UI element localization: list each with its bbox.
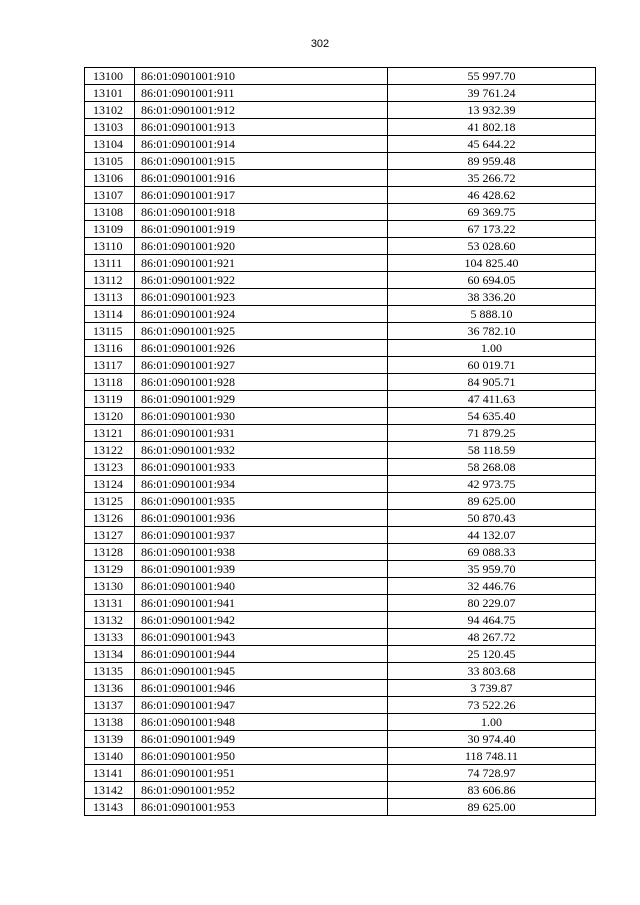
table-row: [85, 85, 596, 102]
cadastral-number-cell: 86:01:0901001:933: [135, 459, 388, 476]
table-row: [85, 612, 596, 629]
cadastral-number-cell: 86:01:0901001:934: [135, 476, 388, 493]
value-cell: 46 428.62: [388, 187, 596, 204]
cadastral-number-cell: 86:01:0901001:928: [135, 374, 388, 391]
value-cell: 84 905.71: [388, 374, 596, 391]
cadastral-number-cell: 86:01:0901001:940: [135, 578, 388, 595]
table-row: [85, 595, 596, 612]
value-cell: 71 879.25: [388, 425, 596, 442]
cadastral-number-cell: 86:01:0901001:927: [135, 357, 388, 374]
value-cell: 69 369.75: [388, 204, 596, 221]
row-number-cell: 13127: [85, 527, 135, 544]
table-row: [85, 442, 596, 459]
value-cell: 13 932.39: [388, 102, 596, 119]
value-cell: 74 728.97: [388, 765, 596, 782]
value-cell: 55 997.70: [388, 68, 596, 85]
table-row: [85, 323, 596, 340]
table-row: [85, 731, 596, 748]
value-cell: 67 173.22: [388, 221, 596, 238]
value-cell: 58 268.08: [388, 459, 596, 476]
table-row: [85, 476, 596, 493]
cadastral-number-cell: 86:01:0901001:938: [135, 544, 388, 561]
cadastral-number-cell: 86:01:0901001:951: [135, 765, 388, 782]
row-number-cell: 13141: [85, 765, 135, 782]
row-number-cell: 13109: [85, 221, 135, 238]
row-number-cell: 13103: [85, 119, 135, 136]
cadastral-number-cell: 86:01:0901001:930: [135, 408, 388, 425]
cadastral-number-cell: 86:01:0901001:910: [135, 68, 388, 85]
table-row: [85, 255, 596, 272]
row-number-cell: 13130: [85, 578, 135, 595]
row-number-cell: 13142: [85, 782, 135, 799]
value-cell: 104 825.40: [388, 255, 596, 272]
cadastral-number-cell: 86:01:0901001:947: [135, 697, 388, 714]
cadastral-number-cell: 86:01:0901001:941: [135, 595, 388, 612]
row-number-cell: 13120: [85, 408, 135, 425]
row-number-cell: 13133: [85, 629, 135, 646]
table-row: [85, 629, 596, 646]
row-number-cell: 13100: [85, 68, 135, 85]
value-cell: 48 267.72: [388, 629, 596, 646]
table-row: [85, 153, 596, 170]
table-row: [85, 68, 596, 85]
cadastral-number-cell: 86:01:0901001:923: [135, 289, 388, 306]
row-number-cell: 13115: [85, 323, 135, 340]
value-cell: 42 973.75: [388, 476, 596, 493]
value-cell: 54 635.40: [388, 408, 596, 425]
row-number-cell: 13105: [85, 153, 135, 170]
table-row: [85, 408, 596, 425]
parcel-table: [84, 67, 596, 816]
cadastral-number-cell: 86:01:0901001:919: [135, 221, 388, 238]
cadastral-number-cell: 86:01:0901001:943: [135, 629, 388, 646]
value-cell: 118 748.11: [388, 748, 596, 765]
table-row: [85, 646, 596, 663]
row-number-cell: 13112: [85, 272, 135, 289]
table-row: [85, 527, 596, 544]
value-cell: 80 229.07: [388, 595, 596, 612]
row-number-cell: 13106: [85, 170, 135, 187]
cadastral-number-cell: 86:01:0901001:942: [135, 612, 388, 629]
table-row: [85, 561, 596, 578]
row-number-cell: 13118: [85, 374, 135, 391]
cadastral-number-cell: 86:01:0901001:939: [135, 561, 388, 578]
value-cell: 50 870.43: [388, 510, 596, 527]
row-number-cell: 13134: [85, 646, 135, 663]
value-cell: 33 803.68: [388, 663, 596, 680]
row-number-cell: 13138: [85, 714, 135, 731]
table-row: [85, 663, 596, 680]
row-number-cell: 13102: [85, 102, 135, 119]
row-number-cell: 13131: [85, 595, 135, 612]
table-row: [85, 170, 596, 187]
table-row: [85, 510, 596, 527]
cadastral-number-cell: 86:01:0901001:949: [135, 731, 388, 748]
row-number-cell: 13123: [85, 459, 135, 476]
table-row: [85, 340, 596, 357]
row-number-cell: 13104: [85, 136, 135, 153]
value-cell: 89 625.00: [388, 799, 596, 816]
value-cell: 35 266.72: [388, 170, 596, 187]
cadastral-number-cell: 86:01:0901001:924: [135, 306, 388, 323]
cadastral-number-cell: 86:01:0901001:911: [135, 85, 388, 102]
table-row: [85, 272, 596, 289]
table-row: [85, 374, 596, 391]
cadastral-number-cell: 86:01:0901001:917: [135, 187, 388, 204]
value-cell: 41 802.18: [388, 119, 596, 136]
value-cell: 83 606.86: [388, 782, 596, 799]
value-cell: 45 644.22: [388, 136, 596, 153]
value-cell: 53 028.60: [388, 238, 596, 255]
table-row: [85, 493, 596, 510]
row-number-cell: 13111: [85, 255, 135, 272]
cadastral-number-cell: 86:01:0901001:918: [135, 204, 388, 221]
value-cell: 69 088.33: [388, 544, 596, 561]
value-cell: 36 782.10: [388, 323, 596, 340]
cadastral-number-cell: 86:01:0901001:921: [135, 255, 388, 272]
row-number-cell: 13119: [85, 391, 135, 408]
cadastral-number-cell: 86:01:0901001:929: [135, 391, 388, 408]
cadastral-number-cell: 86:01:0901001:948: [135, 714, 388, 731]
row-number-cell: 13101: [85, 85, 135, 102]
table-row: [85, 578, 596, 595]
table-row: [85, 544, 596, 561]
table-row: [85, 782, 596, 799]
cadastral-number-cell: 86:01:0901001:925: [135, 323, 388, 340]
row-number-cell: 13132: [85, 612, 135, 629]
value-cell: 1.00: [388, 340, 596, 357]
table-row: [85, 187, 596, 204]
table-row: [85, 102, 596, 119]
cadastral-number-cell: 86:01:0901001:953: [135, 799, 388, 816]
value-cell: 44 132.07: [388, 527, 596, 544]
table-row: [85, 765, 596, 782]
cadastral-number-cell: 86:01:0901001:915: [135, 153, 388, 170]
cadastral-number-cell: 86:01:0901001:935: [135, 493, 388, 510]
row-number-cell: 13140: [85, 748, 135, 765]
value-cell: 3 739.87: [388, 680, 596, 697]
value-cell: 73 522.26: [388, 697, 596, 714]
value-cell: 38 336.20: [388, 289, 596, 306]
value-cell: 89 959.48: [388, 153, 596, 170]
row-number-cell: 13121: [85, 425, 135, 442]
table-row: [85, 680, 596, 697]
table-row: [85, 221, 596, 238]
value-cell: 25 120.45: [388, 646, 596, 663]
table-row: [85, 357, 596, 374]
value-cell: 60 019.71: [388, 357, 596, 374]
row-number-cell: 13108: [85, 204, 135, 221]
row-number-cell: 13128: [85, 544, 135, 561]
cadastral-number-cell: 86:01:0901001:952: [135, 782, 388, 799]
value-cell: 35 959.70: [388, 561, 596, 578]
value-cell: 60 694.05: [388, 272, 596, 289]
cadastral-number-cell: 86:01:0901001:914: [135, 136, 388, 153]
table-row: [85, 391, 596, 408]
cadastral-number-cell: 86:01:0901001:912: [135, 102, 388, 119]
table-row: [85, 748, 596, 765]
row-number-cell: 13143: [85, 799, 135, 816]
row-number-cell: 13122: [85, 442, 135, 459]
cadastral-number-cell: 86:01:0901001:920: [135, 238, 388, 255]
cadastral-number-cell: 86:01:0901001:926: [135, 340, 388, 357]
table-row: [85, 119, 596, 136]
cadastral-number-cell: 86:01:0901001:922: [135, 272, 388, 289]
row-number-cell: 13125: [85, 493, 135, 510]
cadastral-number-cell: 86:01:0901001:936: [135, 510, 388, 527]
cadastral-number-cell: 86:01:0901001:932: [135, 442, 388, 459]
table-row: [85, 306, 596, 323]
table-row: [85, 697, 596, 714]
row-number-cell: 13124: [85, 476, 135, 493]
row-number-cell: 13107: [85, 187, 135, 204]
row-number-cell: 13137: [85, 697, 135, 714]
value-cell: 32 446.76: [388, 578, 596, 595]
value-cell: 58 118.59: [388, 442, 596, 459]
table-row: [85, 238, 596, 255]
page-number: 302: [310, 38, 330, 50]
value-cell: 89 625.00: [388, 493, 596, 510]
row-number-cell: 13135: [85, 663, 135, 680]
table-row: [85, 714, 596, 731]
row-number-cell: 13116: [85, 340, 135, 357]
cadastral-number-cell: 86:01:0901001:946: [135, 680, 388, 697]
table-row: [85, 289, 596, 306]
row-number-cell: 13113: [85, 289, 135, 306]
value-cell: 30 974.40: [388, 731, 596, 748]
row-number-cell: 13129: [85, 561, 135, 578]
value-cell: 94 464.75: [388, 612, 596, 629]
table-row: [85, 204, 596, 221]
cadastral-number-cell: 86:01:0901001:950: [135, 748, 388, 765]
cadastral-number-cell: 86:01:0901001:913: [135, 119, 388, 136]
row-number-cell: 13126: [85, 510, 135, 527]
value-cell: 1.00: [388, 714, 596, 731]
table-row: [85, 425, 596, 442]
cadastral-number-cell: 86:01:0901001:916: [135, 170, 388, 187]
value-cell: 5 888.10: [388, 306, 596, 323]
cadastral-number-cell: 86:01:0901001:931: [135, 425, 388, 442]
row-number-cell: 13110: [85, 238, 135, 255]
table-row: [85, 136, 596, 153]
cadastral-number-cell: 86:01:0901001:937: [135, 527, 388, 544]
value-cell: 39 761.24: [388, 85, 596, 102]
row-number-cell: 13114: [85, 306, 135, 323]
parcel-table-body: [85, 68, 596, 816]
row-number-cell: 13139: [85, 731, 135, 748]
value-cell: 47 411.63: [388, 391, 596, 408]
table-row: [85, 799, 596, 816]
cadastral-number-cell: 86:01:0901001:944: [135, 646, 388, 663]
cadastral-number-cell: 86:01:0901001:945: [135, 663, 388, 680]
table-row: [85, 459, 596, 476]
row-number-cell: 13117: [85, 357, 135, 374]
row-number-cell: 13136: [85, 680, 135, 697]
